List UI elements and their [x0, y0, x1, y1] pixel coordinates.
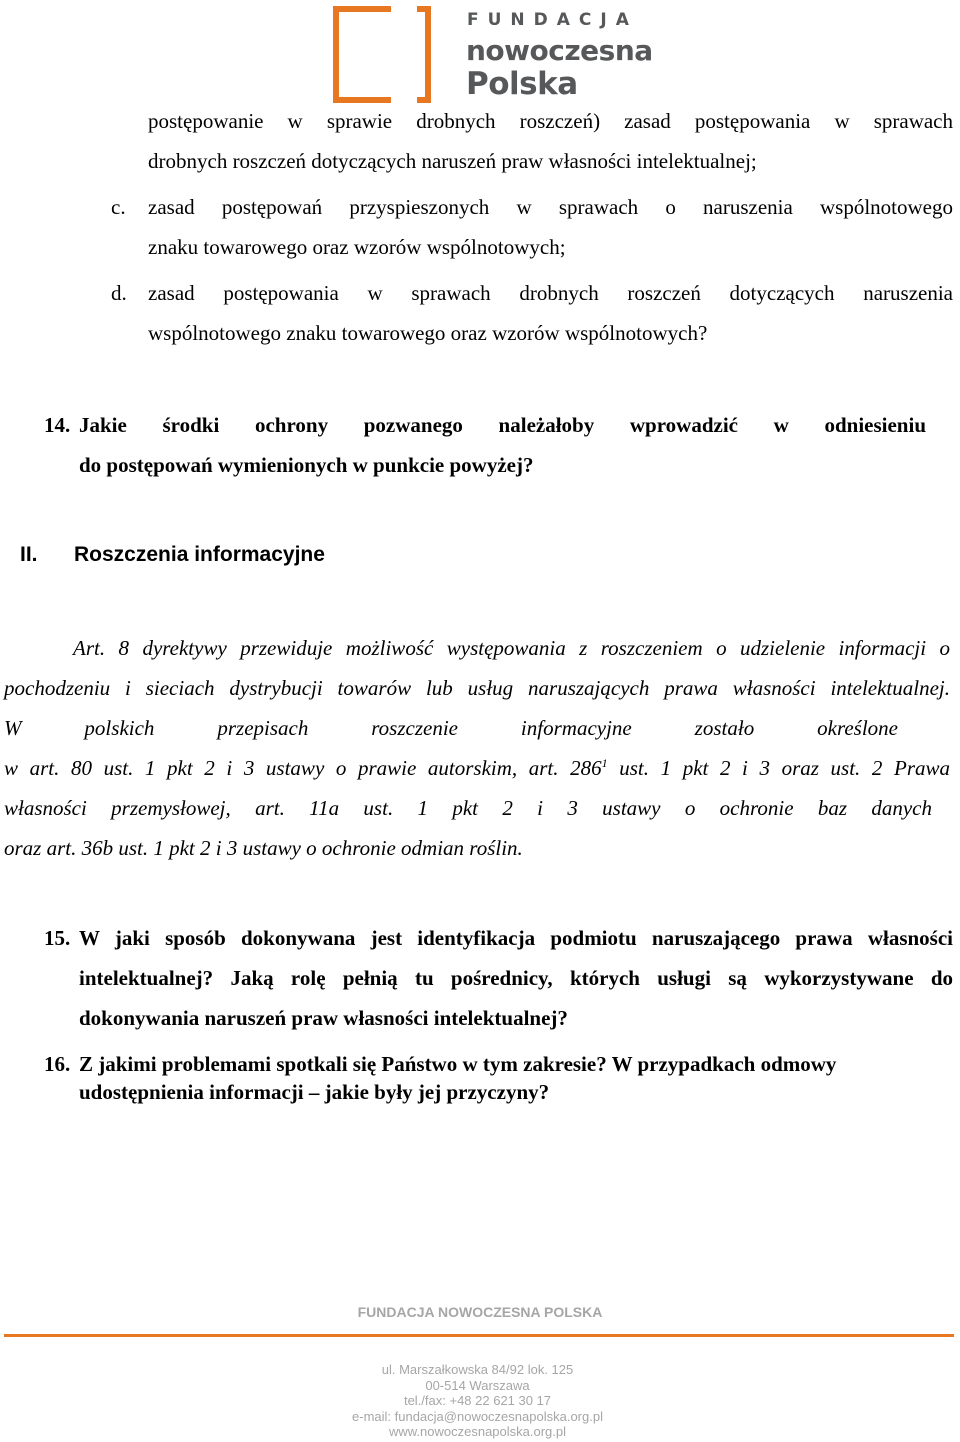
- intro-paragraph: [4, 628, 950, 868]
- question-14-line-2: do postępowań wymienionych w punkcie powyżej?: [79, 453, 534, 477]
- intro-line-4-a: w art. 80 ust. 1 pkt 2 i 3 ustawy o prawie autorskim, art. 286: [4, 756, 602, 780]
- list-item-d-line-1: zasad postępowania w sprawach drobnych roszczeń dotyczących naruszenia: [148, 281, 953, 305]
- footer-title: FUNDACJA NOWOCZESNA POLSKA: [357, 1304, 603, 1320]
- logo-text-fundacja: FUNDACJA: [467, 10, 638, 30]
- question-16-number: 16.: [44, 1052, 71, 1076]
- logo-bracket-left: [333, 6, 391, 103]
- question-16: [79, 1047, 953, 1103]
- logo-text-polska: Polska: [466, 66, 578, 102]
- list-item-b-continuation: [148, 101, 953, 181]
- intro-line-4: [4, 748, 950, 788]
- question-15: [79, 918, 953, 1038]
- question-15-line-3: dokonywania naruszeń praw własności intelektualnej?: [79, 1006, 568, 1030]
- question-15-line-1: W jaki sposób dokonywana jest identyfikacja podmiotu naruszającego prawa własności: [79, 926, 953, 950]
- footer-website: www.nowoczesnapolska.org.pl: [388, 1424, 567, 1439]
- question-16-line-1: Z jakimi problemami spotkali się Państwo w tym zakresie? W przypadkach odmowy: [79, 1052, 837, 1076]
- question-15-number: 15.: [44, 926, 71, 950]
- logo-bracket-right: [417, 6, 431, 103]
- list-item-c: [148, 187, 953, 267]
- list-item-b-line-2: drobnych roszczeń dotyczących naruszeń praw własności intelektualnej;: [148, 149, 757, 173]
- footer-divider: [4, 1334, 954, 1337]
- footer-phone: tel./fax: +48 22 621 30 17: [403, 1393, 552, 1408]
- list-item-b-line-1: postępowanie w sprawie drobnych roszczeń) zasad postępowania w sprawach: [148, 109, 953, 133]
- foundation-logo: [333, 6, 653, 106]
- list-marker-d: d.: [111, 281, 127, 305]
- intro-line-5: własności przemysłowej, art. 11a ust. 1 pkt 2 i 3 ustawy o ochronie baz danych: [4, 796, 932, 820]
- list-item-d: [148, 273, 953, 353]
- intro-line-4-b: ust. 1 pkt 2 i 3 oraz ust. 2 Prawa: [619, 756, 951, 780]
- footer-email: e-mail: fundacja@nowoczesnapolska.org.pl: [352, 1408, 603, 1424]
- footer-address: ul. Marszałkowska 84/92 lok. 125: [381, 1362, 574, 1377]
- question-15-line-2: intelektualnej? Jaką rolę pełnią tu pośrednicy, których usługi są wykorzystywane do: [79, 966, 953, 990]
- list-item-c-line-1: zasad postępowań przyspieszonych w sprawach o naruszenia wspólnotowego: [148, 195, 953, 219]
- logo-text-nowoczesna: nowoczesna: [466, 34, 653, 67]
- intro-line-1: Art. 8 dyrektywy przewiduje możliwość występowania z roszczeniem o udzielenie informacji o: [73, 636, 950, 660]
- section-title: Roszczenia informacyjne: [74, 543, 325, 566]
- intro-line-2: pochodzeniu i sieciach dystrybucji towarów lub usług naruszających prawa własności intelektualnej.: [4, 676, 950, 700]
- question-14: [79, 405, 926, 485]
- question-14-line-1: Jakie środki ochrony pozwanego należałoby wprowadzić w odniesieniu: [79, 413, 926, 437]
- footer-contact: [0, 1362, 955, 1440]
- list-item-d-line-2: wspólnotowego znaku towarowego oraz wzorów wspólnotowych?: [148, 321, 708, 345]
- section-heading: [20, 540, 325, 570]
- intro-line-3: W polskich przepisach roszczenie informacyjne zostało określone: [4, 716, 898, 740]
- question-16-line-2: udostępnienia informacji – jakie były jej przyczyny?: [79, 1080, 550, 1104]
- list-item-c-line-2: znaku towarowego oraz wzorów wspólnotowych;: [148, 235, 566, 259]
- intro-line-6: oraz art. 36b ust. 1 pkt 2 i 3 ustawy o ochronie odmian roślin.: [4, 836, 523, 860]
- footer-postal: 00-514 Warszawa: [425, 1377, 530, 1393]
- section-number: II.: [20, 543, 38, 566]
- list-marker-c: c.: [111, 195, 126, 219]
- intro-superscript: 1: [601, 756, 608, 770]
- question-14-number: 14.: [44, 413, 71, 437]
